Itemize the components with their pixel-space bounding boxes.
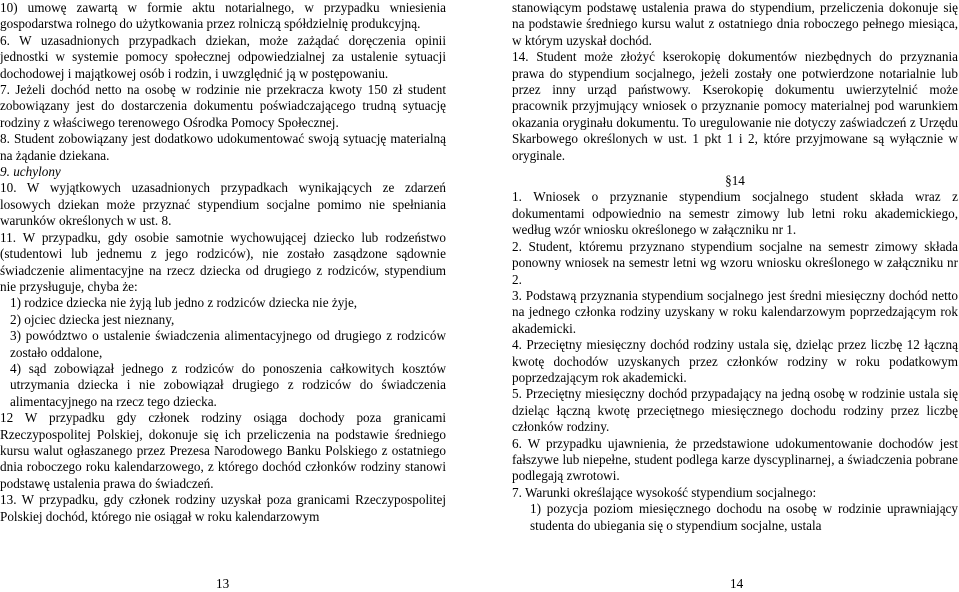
section-paragraph-7: 7. Warunki określające wysokość stypendium socjalnego:	[512, 484, 817, 500]
section-paragraph-2: 2. Student, któremu przyznano stypendium socjalne na semestr zimowy składa ponowny wniosek na semestr letni wg wzoru wniosku określonego w załączniku nr 2.	[512, 238, 958, 287]
section-paragraph-5: 5. Przeciętny miesięczny dochód przypadający na jedną osobę w rodzinie ustala się dzieląc łączną kwotę przeciętnego miesięcznego dochodu rodziny przez liczbę członków rodziny.	[512, 386, 958, 435]
page-number-left: 13	[216, 576, 230, 591]
paragraph-9: 9. uchylony	[0, 164, 61, 180]
page-number-right: 14	[730, 576, 744, 591]
section-paragraph-7-item-1: 1) pozycja poziom miesięcznego dochodu na osobę w rodzinie uprawniający studenta do ubiegania się o stypendium socjalne, ustala	[530, 501, 958, 533]
paragraph-14: 14. Student może złożyć kserokopię dokumentów niezbędnych do przyznania prawa do stypendium socjalnego, jeżeli zostały one potwierdzone notarialnie lub przez inny urząd państwowy. Kserokopię dokumentu uwierzytelnić może pracownik przyjmujący wniosek o przyznanie pomocy materialnej pod warunkiem okazania oryginału dokumentu. To uregulowanie nie dotyczy zaświadczeń z Urzędu Skarbowego określonych w ust. 1 pkt 1 i 2, które przyjmowane są wyłącznie w oryginale.	[512, 49, 958, 163]
paragraph-12: 12 W przypadku gdy członek rodziny osiąga dochody poza granicami Rzeczypospolitej Polskiej, dokonuje się ich przeliczenia na podstawie średniego kursu walut ogłaszanego przez Prezesa Narodowego Banku Polskiego z ostatniego dnia roboczego roku kalendarzowego, z którego dochód członków rodziny stanowi podstawę ustalenia prawa do świadczeń.	[0, 410, 446, 491]
paragraph-11-item-3: 3) powództwo o ustalenie świadczenia alimentacyjnego od drugiego z rodziców zostało oddalone,	[10, 328, 446, 360]
section-heading: §14	[725, 173, 745, 189]
paragraph-7: 7. Jeżeli dochód netto na osobę w rodzinie nie przekracza kwoty 150 zł student zobowiązany jest do dostarczenia dokumentu poświadczającego trudną sytuację rodziny z właściwego terenowego Ośrodka Pomocy Społecznej.	[0, 82, 446, 130]
paragraph-13: 13. W przypadku, gdy członek rodziny uzyskał poza granicami Rzeczypospolitej Polskiej dochód, którego nie osiągał w roku kalendarzowym	[0, 492, 446, 524]
section-paragraph-4: 4. Przeciętny miesięczny dochód rodziny ustala się, dzieląc przez liczbę 12 łączną kwotę dochodów uzyskanych przez członków rodziny w roku podatkowym poprzedzającym rok akademicki.	[512, 337, 958, 385]
paragraph-11-item-2: 2) ojciec dziecka jest nieznany,	[10, 311, 175, 327]
paragraph-13-continuation: stanowiącym podstawę ustalenia prawa do stypendium, przeliczenia dokonuje się na podstawie średniego kursu walut z ostatniego dnia roboczego pełnego miesiąca, w którym uzyskał dochód.	[512, 0, 958, 48]
paragraph-6: 6. W uzasadnionych przypadkach dziekan, może zażądać doręczenia opinii jednostki w systemie pomocy społecznej odpowiedzialnej za ustalenie sytuacji dochodowej i majątkowej osób i rodzin, i uwzględnić ją w postępowaniu.	[0, 32, 446, 81]
section-paragraph-1: 1. Wniosek o przyznanie stypendium socjalnego student składa wraz z dokumentami odpowiednio na semestr zimowy lub letni roku akademickiego, według wzór wniosku określonego w załączniku nr 1.	[512, 189, 958, 238]
section-paragraph-6: 6. W przypadku ujawnienia, że przedstawione udokumentowanie dochodów jest fałszywe lub niepełne, student podlega karze dyscyplinarnej, a świadczenia pobrane podlegają zwrotowi.	[512, 435, 958, 484]
section-paragraph-3: 3. Podstawą przyznania stypendium socjalnego jest średni miesięczny dochód netto na jednego członka rodziny uzyskany w roku kalendarzowym poprzedzającym rok akademicki.	[512, 287, 958, 336]
right-page-column	[512, 0, 958, 534]
paragraph-8: 8. Student zobowiązany jest dodatkowo udokumentować swoją sytuację materialną na żądanie dziekana.	[0, 131, 446, 163]
paragraph-11: 11. W przypadku, gdy osobie samotnie wychowującej dziecko lub rodzeństwo (studentowi lub jednemu z jego rodziców), nie zostało zasądzone sądownie świadczenie alimentacyjne na rzecz dziecka od drugiego z rodziców, stypendium nie przysługuje, chyba że:	[0, 229, 446, 294]
paragraph-11-item-4: 4) sąd zobowiązał jednego z rodziców do ponoszenia całkowitych kosztów utrzymania dziecka i nie zobowiązał drugiego z rodziców do świadczenia alimentacyjnego na rzecz tego dziecka.	[10, 360, 446, 409]
paragraph-11-item-1: 1) rodzice dziecka nie żyją lub jedno z rodziców dziecka nie żyje,	[10, 295, 358, 311]
paragraph-10-continuation: 10) umowę zawartą w formie aktu notarialnego, w przypadku wniesienia gospodarstwa rolnego do użytkowania przez rolniczą spółdzielnię produkcyjną.	[0, 0, 446, 32]
paragraph-10: 10. W wyjątkowych uzasadnionych przypadkach wynikających ze zdarzeń losowych dziekan może przyznać stypendium socjalne pomimo nie spełniania warunków określonych w ust. 8.	[0, 180, 446, 229]
section-gap	[512, 164, 958, 173]
left-page-column	[0, 0, 446, 525]
